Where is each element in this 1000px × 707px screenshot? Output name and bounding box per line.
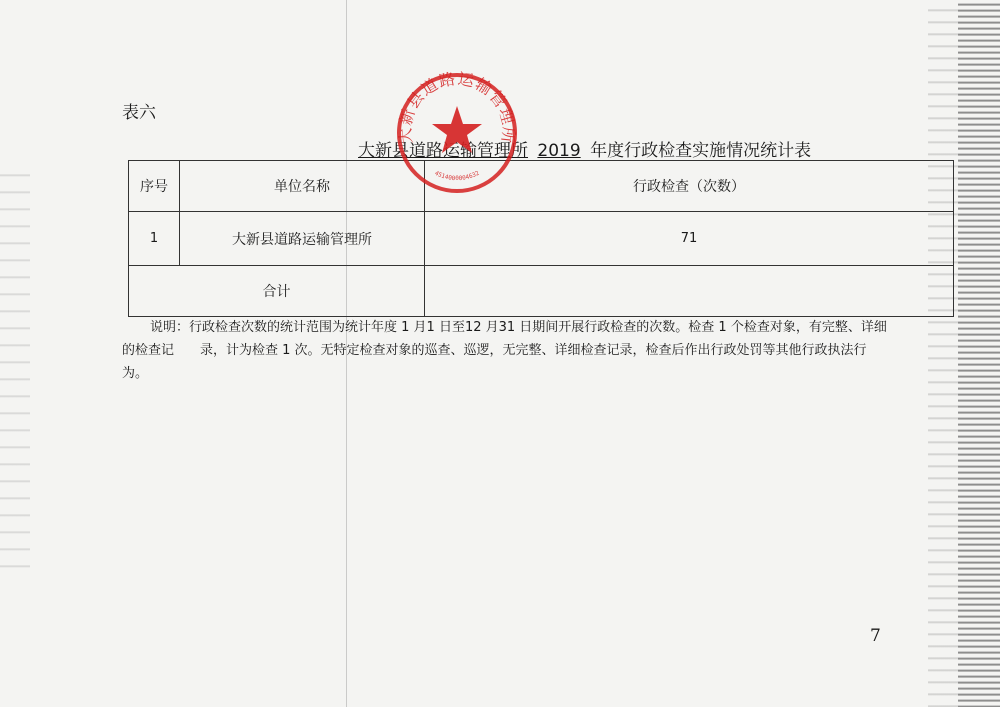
- scan-left-artifact: [0, 160, 30, 580]
- header-unit: 单位名称: [180, 161, 425, 212]
- explanation-note: [122, 316, 892, 385]
- total-value: [425, 266, 954, 317]
- statistics-table: [128, 160, 954, 317]
- seal-serial: 4514000004632: [433, 169, 481, 183]
- svg-text:4514000004632: [433, 170, 480, 183]
- total-label: 合计: [129, 266, 425, 317]
- official-seal-stamp: [392, 68, 522, 198]
- header-index: 序号: [129, 161, 180, 212]
- scan-edge-artifact-inner: [928, 0, 958, 707]
- table-label: 表六: [122, 103, 156, 123]
- note-line-3: 为。: [122, 366, 149, 381]
- table-header-row: [129, 161, 954, 212]
- seal-star-icon: [432, 106, 482, 153]
- cell-count: 71: [425, 212, 954, 266]
- header-count: 行政检查（次数）: [425, 161, 954, 212]
- title-year: 2019: [537, 141, 581, 161]
- cell-unit: 大新县道路运输管理所: [180, 212, 425, 266]
- table-row: [129, 212, 954, 266]
- note-line-2: 的检查记 录，计为检查 1 次。无特定检查对象的巡查、巡逻，无完整、详细检查记录，检查后作出行政处罚等其他行政执法行: [122, 343, 867, 358]
- title-suffix: 年度行政检查实施情况统计表: [590, 141, 812, 161]
- title-org: 大新县道路运输管理所: [358, 141, 528, 161]
- table-total-row: [129, 266, 954, 317]
- scan-edge-artifact: [958, 0, 1000, 707]
- page-number: 7: [870, 626, 881, 646]
- note-line-1: 说明：行政检查次数的统计范围为统计年度 1 月1 日至12 月31 日期间开展行政检查的次数。检查 1 个检查对象，有完整、详细: [150, 320, 887, 335]
- seal-text: 大新县道路运输管理所: [395, 68, 519, 145]
- cell-index: 1: [129, 212, 180, 266]
